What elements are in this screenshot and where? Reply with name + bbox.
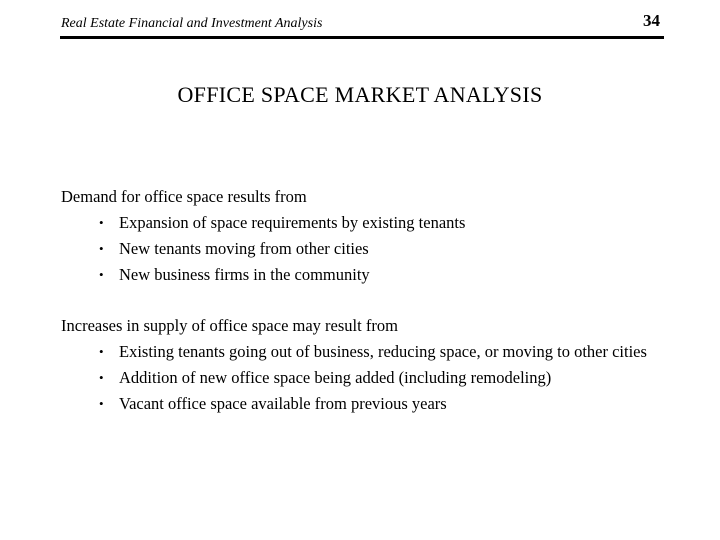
list-item bbox=[61, 339, 659, 365]
demand-section bbox=[61, 184, 659, 288]
list-item bbox=[61, 210, 659, 236]
bullet-icon: • bbox=[99, 344, 104, 359]
bullet-list bbox=[61, 339, 659, 417]
bullet-text: New tenants moving from other cities bbox=[119, 239, 369, 258]
bullet-icon: • bbox=[99, 215, 104, 230]
header-title: Real Estate Financial and Investment Analysis bbox=[61, 16, 323, 31]
bullet-text: Expansion of space requirements by existing tenants bbox=[119, 213, 466, 232]
supply-section bbox=[61, 313, 659, 417]
bullet-icon: • bbox=[99, 396, 104, 411]
section-heading: Increases in supply of office space may result from bbox=[61, 316, 398, 335]
list-item bbox=[61, 365, 659, 391]
bullet-icon: • bbox=[99, 370, 104, 385]
slide-title: OFFICE SPACE MARKET ANALYSIS bbox=[177, 82, 543, 107]
bullet-text: Existing tenants going out of business, reducing space, or moving to other cities bbox=[119, 342, 647, 361]
section-heading: Demand for office space results from bbox=[61, 187, 307, 206]
page-number: 34 bbox=[643, 11, 660, 30]
bullet-icon: • bbox=[99, 267, 104, 282]
bullet-text: Vacant office space available from previous years bbox=[119, 394, 447, 413]
bullet-list bbox=[61, 210, 659, 288]
bullet-icon: • bbox=[99, 241, 104, 256]
page-header bbox=[60, 10, 664, 39]
list-item bbox=[61, 262, 659, 288]
list-item bbox=[61, 391, 659, 417]
bullet-text: New business firms in the community bbox=[119, 265, 370, 284]
list-item bbox=[61, 236, 659, 262]
bullet-text: Addition of new office space being added (including remodeling) bbox=[119, 368, 552, 387]
